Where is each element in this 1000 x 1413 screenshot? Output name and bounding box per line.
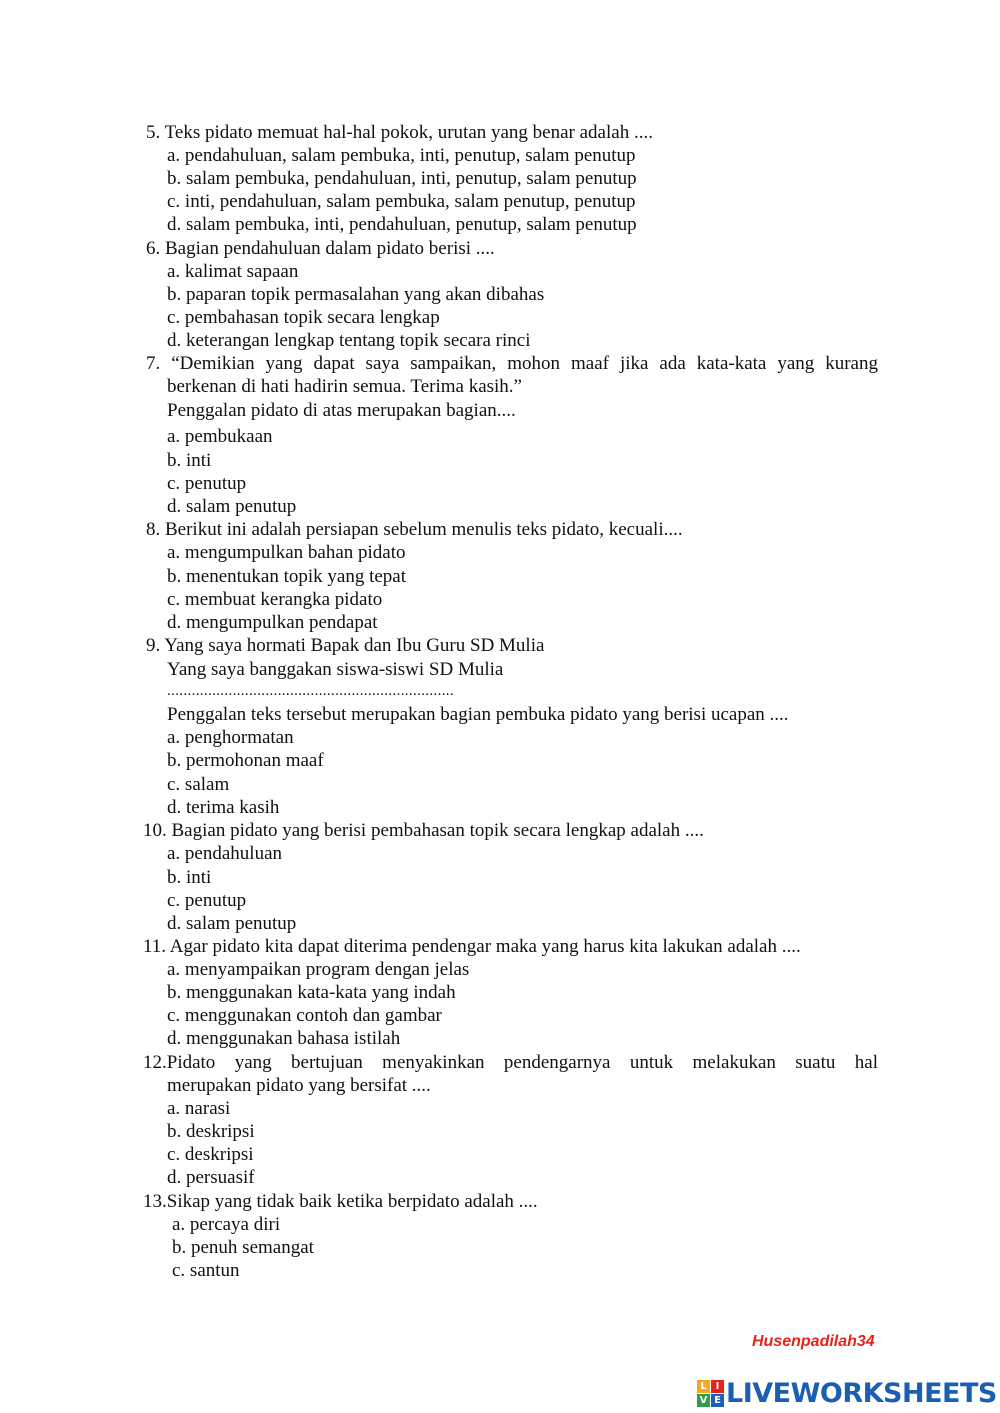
question-7-option-a: a. pembukaan — [167, 426, 273, 447]
question-7-stem-line-2: berkenan di hati hadirin semua. Terima kasih.” — [167, 376, 522, 397]
question-5-option-b: b. salam pembuka, pendahuluan, inti, penutup, salam penutup — [167, 168, 637, 189]
question-10-stem: 10. Bagian pidato yang berisi pembahasan topik secara lengkap adalah .... — [143, 820, 704, 841]
logo-letter-v: V — [697, 1394, 710, 1407]
question-5-option-c: c. inti, pendahuluan, salam pembuka, salam penutup, penutup — [167, 191, 636, 212]
question-12-stem-line-1: 12.Pidato yang bertujuan menyakinkan pendengarnya untuk melakukan suatu hal — [143, 1052, 878, 1073]
question-6-option-a: a. kalimat sapaan — [167, 261, 299, 282]
question-7-option-d: d. salam penutup — [167, 496, 297, 517]
question-10-option-c: c. penutup — [167, 890, 247, 911]
question-8-option-c: c. membuat kerangka pidato — [167, 589, 383, 610]
question-11-option-b: b. menggunakan kata-kata yang indah — [167, 982, 456, 1003]
question-5-option-d: d. salam pembuka, inti, pendahuluan, penutup, salam penutup — [167, 214, 637, 235]
question-11-stem: 11. Agar pidato kita dapat diterima pendengar maka yang harus kita lakukan adalah .... — [143, 936, 801, 957]
question-8-option-d: d. mengumpulkan pendapat — [167, 612, 378, 633]
question-7-option-b: b. inti — [167, 450, 212, 471]
question-6-option-b: b. paparan topik permasalahan yang akan dibahas — [167, 284, 545, 305]
question-5-stem: 5. Teks pidato memuat hal-hal pokok, urutan yang benar adalah .... — [146, 122, 653, 143]
question-9-stem-line-1: 9. Yang saya hormati Bapak dan Ibu Guru SD Mulia — [146, 635, 545, 656]
question-9-stem-line-4: Penggalan teks tersebut merupakan bagian pembuka pidato yang berisi ucapan .... — [167, 704, 789, 725]
brand-wordmark: LIVEWORKSHEETS — [726, 1377, 997, 1409]
question-9-stem-line-2: Yang saya banggakan siswa-siswi SD Mulia — [167, 659, 504, 680]
question-9-option-a: a. penghormatan — [167, 727, 294, 748]
question-12-option-a: a. narasi — [167, 1098, 231, 1119]
question-11-option-c: c. menggunakan contoh dan gambar — [167, 1005, 442, 1026]
question-13-stem: 13.Sikap yang tidak baik ketika berpidato adalah .... — [143, 1191, 538, 1212]
question-7-stem-line-1: 7. “Demikian yang dapat saya sampaikan, mohon maaf jika ada kata-kata yang kurang — [146, 353, 878, 374]
question-7-option-c: c. penutup — [167, 473, 247, 494]
question-8-option-b: b. menentukan topik yang tepat — [167, 566, 407, 587]
logo-letter-i: I — [711, 1380, 724, 1393]
author-credit: Husenpadilah34 — [752, 1333, 875, 1350]
question-13-option-c: c. santun — [172, 1260, 240, 1281]
question-10-option-a: a. pendahuluan — [167, 843, 283, 864]
question-11-option-a: a. menyampaikan program dengan jelas — [167, 959, 470, 980]
question-6-option-c: c. pembahasan topik secara lengkap — [167, 307, 440, 328]
question-10-option-d: d. salam penutup — [167, 913, 297, 934]
question-13-option-a: a. percaya diri — [172, 1214, 281, 1235]
question-5-option-a: a. pendahuluan, salam pembuka, inti, penutup, salam penutup — [167, 145, 636, 166]
question-9-option-d: d. terima kasih — [167, 797, 280, 818]
liveworksheets-logo-icon — [697, 1380, 723, 1406]
logo-letter-e: E — [711, 1394, 724, 1407]
question-6-stem: 6. Bagian pendahuluan dalam pidato berisi .... — [146, 238, 495, 259]
question-12-option-b: b. deskripsi — [167, 1121, 255, 1142]
logo-letter-l: L — [697, 1380, 710, 1393]
question-8-option-a: a. mengumpulkan bahan pidato — [167, 542, 406, 563]
question-13-option-b: b. penuh semangat — [172, 1237, 314, 1258]
question-8-stem: 8. Berikut ini adalah persiapan sebelum menulis teks pidato, kecuali.... — [146, 519, 683, 540]
question-6-option-d: d. keterangan lengkap tentang topik secara rinci — [167, 330, 531, 351]
question-12-option-c: c. deskripsi — [167, 1144, 254, 1165]
question-10-option-b: b. inti — [167, 867, 212, 888]
question-9-option-c: c. salam — [167, 774, 230, 795]
liveworksheets-brand[interactable] — [697, 1376, 997, 1410]
question-11-option-d: d. menggunakan bahasa istilah — [167, 1028, 401, 1049]
question-7-stem-line-3: Penggalan pidato di atas merupakan bagian.... — [167, 400, 516, 421]
question-9-option-b: b. permohonan maaf — [167, 750, 324, 771]
question-12-option-d: d. persuasif — [167, 1167, 255, 1188]
question-12-stem-line-2: merupakan pidato yang bersifat .... — [167, 1075, 431, 1096]
question-9-blank-line: ...................................................................... — [167, 683, 454, 699]
